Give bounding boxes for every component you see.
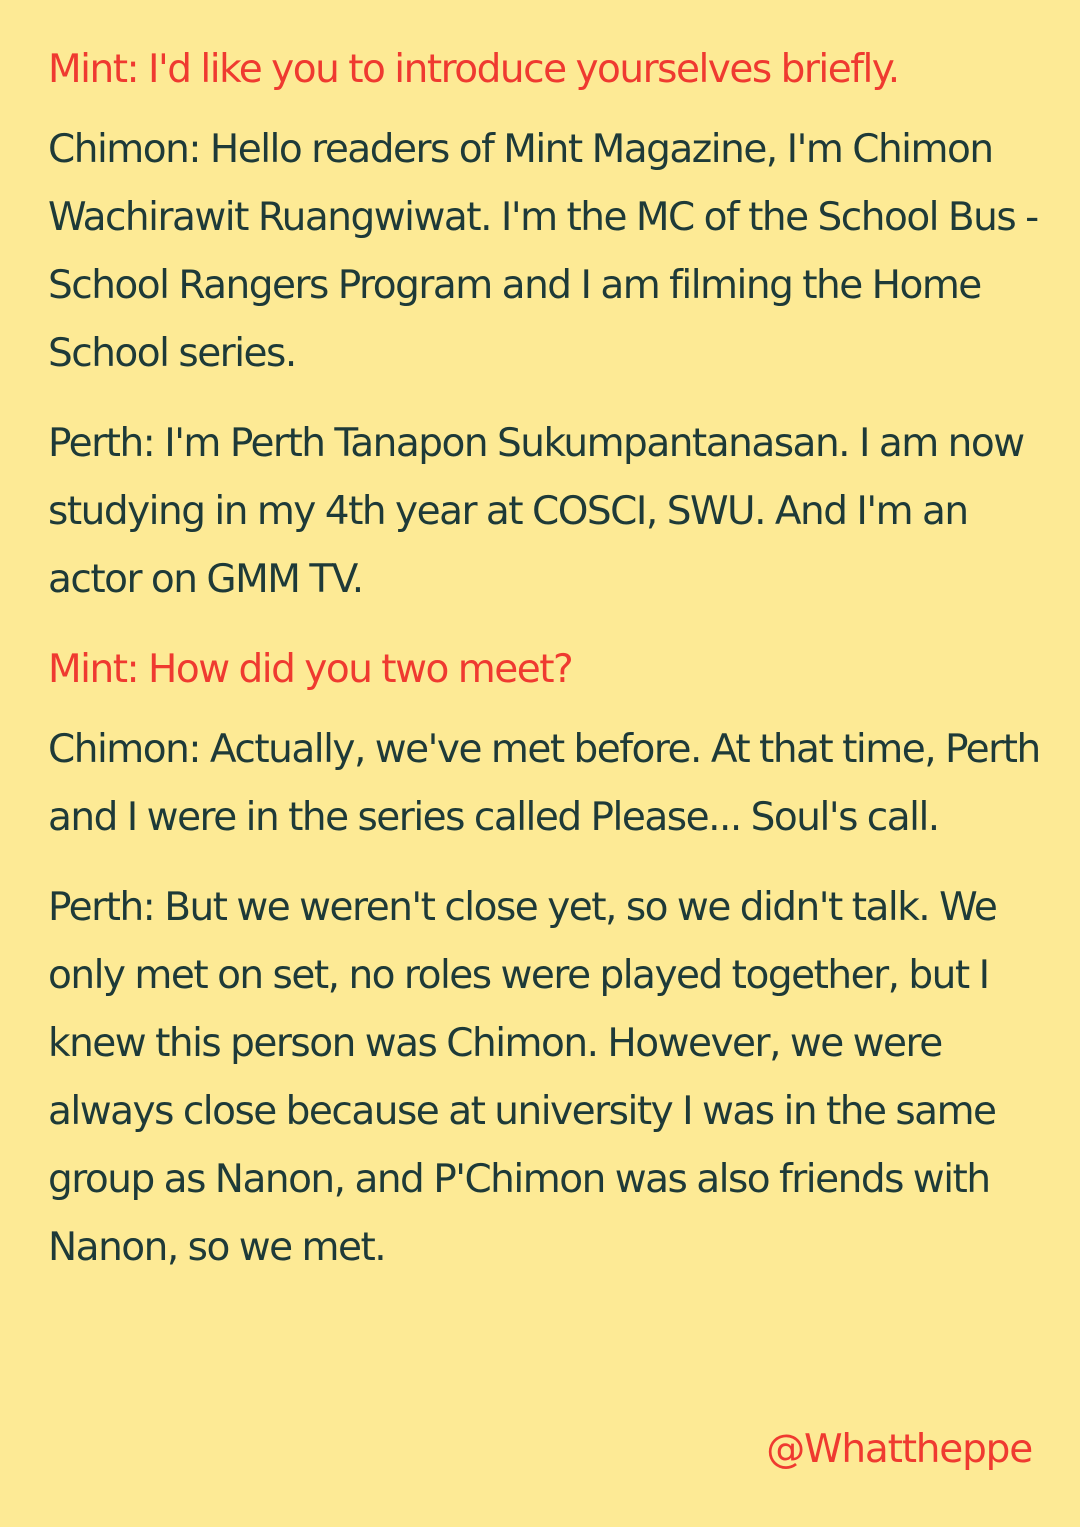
question-paragraph: Mint: How did you two meet?	[48, 647, 573, 692]
answer-paragraph: Chimon: Actually, we've met before. At that time, Perth and I were in the series called Please... Soul's call.	[48, 727, 1040, 840]
answer-paragraph: Chimon: Hello readers of Mint Magazine, I'm Chimon Wachirawit Ruangwiwat. I'm the MC of the School Bus - School Rangers Program and I am filming the Home School series.	[48, 127, 1038, 376]
answer-paragraph: Perth: But we weren't close yet, so we didn't talk. We only met on set, no roles were played together, but I knew this person was Chimon. However, we were always close because at university I was in the same group as Nanon, and P'Chimon was also friends with Nanon, so we met.	[48, 885, 997, 1270]
answer-paragraph: Perth: I'm Perth Tanapon Sukumpantanasan. I am now studying in my 4th year at COSCI, SWU. And I'm an actor on GMM TV.	[48, 421, 1024, 602]
question-paragraph: Mint: I'd like you to introduce yourselves briefly.	[48, 47, 899, 92]
author-handle: @Whattheppe	[766, 1427, 1032, 1472]
